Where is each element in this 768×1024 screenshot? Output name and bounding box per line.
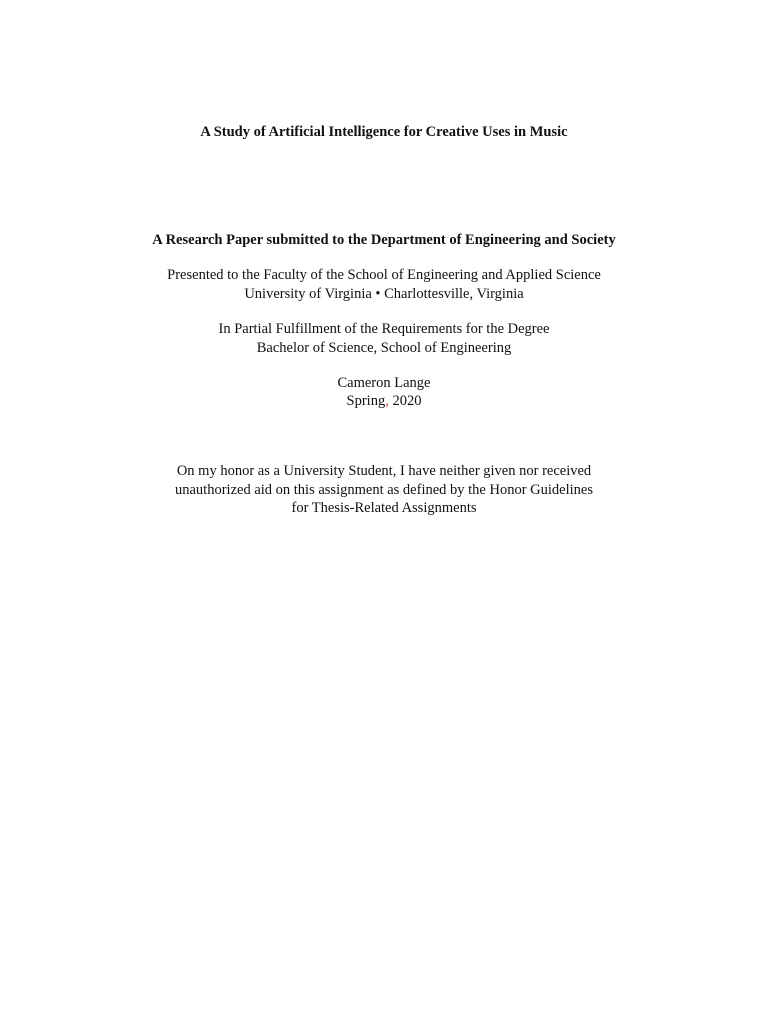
honor-line-1: On my honor as a University Student, I have neither given nor received [176, 463, 592, 479]
term-year: 2020 [388, 393, 422, 409]
term-word: Spring [346, 393, 386, 409]
term-comma: , [385, 393, 389, 409]
honor-line-2: unauthorized aid on this assignment as defined by the Honor Guidelines [175, 482, 593, 498]
author-term [0, 392, 768, 411]
honor-line-3: for Thesis-Related Assignments [291, 500, 477, 516]
fulfillment-line-1: In Partial Fulfillment of the Requirements for the Degree [218, 321, 550, 337]
author-name: Cameron Lange [337, 375, 431, 391]
submission-statement: A Research Paper submitted to the Department of Engineering and Society [152, 232, 616, 248]
presented-line-1: Presented to the Faculty of the School of Engineering and Applied Science [167, 267, 601, 283]
paper-title: A Study of Artificial Intelligence for Creative Uses in Music [200, 124, 568, 140]
fulfillment-line-2: Bachelor of Science, School of Engineering [256, 340, 512, 356]
presented-line-2: University of Virginia • Charlottesville, Virginia [244, 286, 524, 302]
